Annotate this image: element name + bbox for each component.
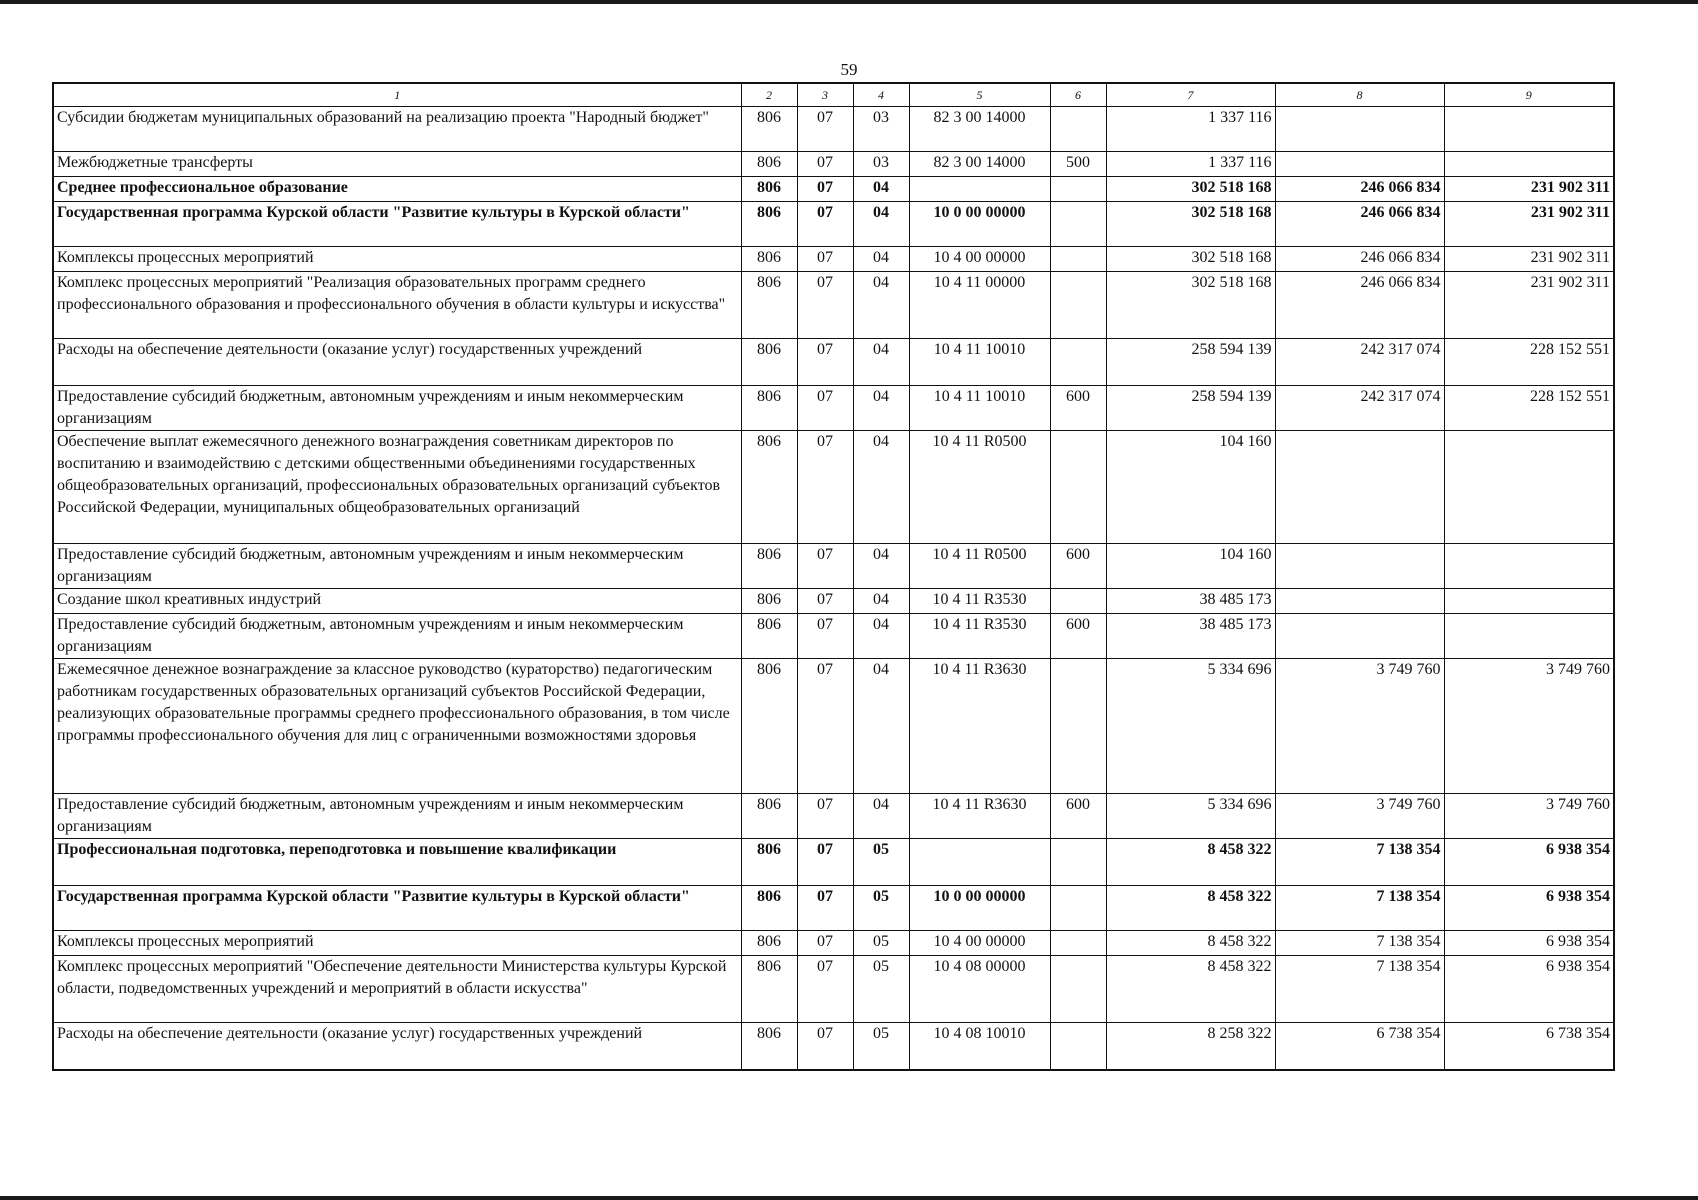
row-amount-2: 7 138 354 [1275, 886, 1444, 931]
row-name: Межбюджетные трансферты [53, 152, 741, 177]
row-grbs: 806 [741, 659, 797, 794]
row-expense-type [1050, 886, 1106, 931]
row-target-article: 82 3 00 14000 [909, 152, 1050, 177]
row-expense-type [1050, 177, 1106, 202]
scan-edge-bottom [0, 1196, 1698, 1200]
column-number: 3 [797, 83, 853, 107]
row-grbs: 806 [741, 614, 797, 659]
row-grbs: 806 [741, 1023, 797, 1071]
row-amount-3 [1444, 544, 1614, 589]
row-amount-2: 3 749 760 [1275, 794, 1444, 839]
row-expense-type: 600 [1050, 794, 1106, 839]
row-grbs: 806 [741, 794, 797, 839]
row-grbs: 806 [741, 386, 797, 431]
row-expense-type [1050, 931, 1106, 956]
row-name: Создание школ креативных индустрий [53, 589, 741, 614]
row-razdel: 07 [797, 659, 853, 794]
row-grbs: 806 [741, 272, 797, 339]
row-amount-1: 8 458 322 [1106, 931, 1275, 956]
row-amount-1: 302 518 168 [1106, 202, 1275, 247]
row-expense-type [1050, 839, 1106, 886]
row-target-article: 10 4 11 10010 [909, 386, 1050, 431]
row-amount-1: 104 160 [1106, 544, 1275, 589]
row-podrazdel: 04 [853, 614, 909, 659]
row-grbs: 806 [741, 956, 797, 1023]
row-podrazdel: 05 [853, 1023, 909, 1071]
row-expense-type: 600 [1050, 386, 1106, 431]
row-grbs: 806 [741, 886, 797, 931]
row-amount-3: 231 902 311 [1444, 202, 1614, 247]
row-expense-type [1050, 956, 1106, 1023]
row-amount-2 [1275, 614, 1444, 659]
row-amount-1: 302 518 168 [1106, 247, 1275, 272]
row-razdel: 07 [797, 107, 853, 152]
row-razdel: 07 [797, 931, 853, 956]
row-grbs: 806 [741, 247, 797, 272]
row-name: Комплексы процессных мероприятий [53, 931, 741, 956]
table-row [53, 544, 1614, 589]
row-amount-2 [1275, 589, 1444, 614]
row-amount-2: 7 138 354 [1275, 931, 1444, 956]
table-row [53, 956, 1614, 1023]
table-row [53, 589, 1614, 614]
row-razdel: 07 [797, 202, 853, 247]
row-amount-1: 104 160 [1106, 431, 1275, 544]
row-podrazdel: 03 [853, 152, 909, 177]
row-amount-1: 5 334 696 [1106, 659, 1275, 794]
row-expense-type: 600 [1050, 544, 1106, 589]
row-razdel: 07 [797, 614, 853, 659]
row-amount-2: 242 317 074 [1275, 339, 1444, 386]
row-amount-1: 8 458 322 [1106, 886, 1275, 931]
table-row [53, 839, 1614, 886]
row-podrazdel: 04 [853, 202, 909, 247]
table-row [53, 931, 1614, 956]
table-row [53, 339, 1614, 386]
row-target-article: 10 4 00 00000 [909, 247, 1050, 272]
row-amount-2: 3 749 760 [1275, 659, 1444, 794]
row-razdel: 07 [797, 589, 853, 614]
row-podrazdel: 04 [853, 544, 909, 589]
row-podrazdel: 04 [853, 177, 909, 202]
row-podrazdel: 04 [853, 659, 909, 794]
row-grbs: 806 [741, 107, 797, 152]
row-razdel: 07 [797, 339, 853, 386]
row-grbs: 806 [741, 544, 797, 589]
row-name: Предоставление субсидий бюджетным, автономным учреждениям и иным некоммерческим организациям [53, 794, 741, 839]
row-name: Субсидии бюджетам муниципальных образований на реализацию проекта "Народный бюджет" [53, 107, 741, 152]
row-amount-2 [1275, 107, 1444, 152]
row-razdel: 07 [797, 886, 853, 931]
row-target-article [909, 839, 1050, 886]
row-amount-2: 7 138 354 [1275, 956, 1444, 1023]
row-amount-3: 228 152 551 [1444, 386, 1614, 431]
row-amount-3: 6 938 354 [1444, 956, 1614, 1023]
row-amount-1: 1 337 116 [1106, 107, 1275, 152]
row-target-article: 10 4 11 10010 [909, 339, 1050, 386]
row-target-article: 10 4 11 R0500 [909, 544, 1050, 589]
row-amount-1: 302 518 168 [1106, 177, 1275, 202]
row-expense-type [1050, 202, 1106, 247]
row-razdel: 07 [797, 956, 853, 1023]
row-expense-type [1050, 431, 1106, 544]
row-target-article: 82 3 00 14000 [909, 107, 1050, 152]
row-amount-3 [1444, 431, 1614, 544]
column-number: 5 [909, 83, 1050, 107]
row-expense-type [1050, 339, 1106, 386]
row-grbs: 806 [741, 339, 797, 386]
row-target-article: 10 4 11 R0500 [909, 431, 1050, 544]
row-razdel: 07 [797, 177, 853, 202]
row-amount-2 [1275, 152, 1444, 177]
row-amount-2: 246 066 834 [1275, 202, 1444, 247]
scan-edge-top [0, 0, 1698, 4]
table-row [53, 886, 1614, 931]
row-podrazdel: 04 [853, 386, 909, 431]
row-name: Комплекс процессных мероприятий "Реализация образовательных программ среднего профессионального образования и профессионального обучения в области культуры и искусства" [53, 272, 741, 339]
row-target-article [909, 177, 1050, 202]
row-name: Расходы на обеспечение деятельности (оказание услуг) государственных учреждений [53, 339, 741, 386]
row-name: Предоставление субсидий бюджетным, автономным учреждениям и иным некоммерческим организациям [53, 614, 741, 659]
column-number: 2 [741, 83, 797, 107]
row-amount-3: 6 938 354 [1444, 839, 1614, 886]
row-amount-3: 6 938 354 [1444, 886, 1614, 931]
row-name: Комплексы процессных мероприятий [53, 247, 741, 272]
row-grbs: 806 [741, 202, 797, 247]
row-podrazdel: 04 [853, 339, 909, 386]
row-razdel: 07 [797, 386, 853, 431]
row-amount-1: 1 337 116 [1106, 152, 1275, 177]
table-row [53, 107, 1614, 152]
row-amount-2: 242 317 074 [1275, 386, 1444, 431]
row-amount-2: 246 066 834 [1275, 272, 1444, 339]
row-grbs: 806 [741, 589, 797, 614]
page-number: 59 [840, 60, 858, 79]
row-amount-1: 302 518 168 [1106, 272, 1275, 339]
row-expense-type [1050, 659, 1106, 794]
row-amount-2: 246 066 834 [1275, 247, 1444, 272]
row-target-article: 10 0 00 00000 [909, 202, 1050, 247]
row-razdel: 07 [797, 544, 853, 589]
row-podrazdel: 04 [853, 272, 909, 339]
row-name: Расходы на обеспечение деятельности (оказание услуг) государственных учреждений [53, 1023, 741, 1071]
row-amount-2: 246 066 834 [1275, 177, 1444, 202]
row-target-article: 10 4 08 10010 [909, 1023, 1050, 1071]
column-number-row [53, 83, 1614, 107]
row-name: Комплекс процессных мероприятий "Обеспечение деятельности Министерства культуры Курской области, подведомственных учреждений и мероприятий в области искусства" [53, 956, 741, 1023]
column-number: 4 [853, 83, 909, 107]
row-name: Среднее профессиональное образование [53, 177, 741, 202]
row-razdel: 07 [797, 272, 853, 339]
row-amount-3: 231 902 311 [1444, 272, 1614, 339]
row-expense-type [1050, 247, 1106, 272]
row-expense-type: 500 [1050, 152, 1106, 177]
row-amount-3: 6 738 354 [1444, 1023, 1614, 1071]
row-podrazdel: 04 [853, 794, 909, 839]
row-amount-3 [1444, 589, 1614, 614]
row-amount-3: 231 902 311 [1444, 177, 1614, 202]
row-grbs: 806 [741, 931, 797, 956]
row-target-article: 10 4 11 R3630 [909, 659, 1050, 794]
row-target-article: 10 4 11 00000 [909, 272, 1050, 339]
column-number: 7 [1106, 83, 1275, 107]
row-podrazdel: 04 [853, 589, 909, 614]
row-amount-3: 6 938 354 [1444, 931, 1614, 956]
row-expense-type [1050, 272, 1106, 339]
row-name: Государственная программа Курской области "Развитие культуры в Курской области" [53, 202, 741, 247]
row-podrazdel: 05 [853, 839, 909, 886]
table-row [53, 247, 1614, 272]
row-amount-1: 258 594 139 [1106, 339, 1275, 386]
row-amount-2 [1275, 544, 1444, 589]
row-name: Государственная программа Курской области "Развитие культуры в Курской области" [53, 886, 741, 931]
row-target-article: 10 4 11 R3530 [909, 589, 1050, 614]
row-expense-type [1050, 107, 1106, 152]
row-razdel: 07 [797, 152, 853, 177]
table-row [53, 614, 1614, 659]
row-amount-3: 228 152 551 [1444, 339, 1614, 386]
row-amount-1: 8 458 322 [1106, 956, 1275, 1023]
row-amount-3: 3 749 760 [1444, 659, 1614, 794]
table-row [53, 202, 1614, 247]
row-target-article: 10 0 00 00000 [909, 886, 1050, 931]
row-name: Предоставление субсидий бюджетным, автономным учреждениям и иным некоммерческим организациям [53, 386, 741, 431]
row-grbs: 806 [741, 177, 797, 202]
row-amount-3 [1444, 107, 1614, 152]
row-grbs: 806 [741, 152, 797, 177]
row-amount-1: 5 334 696 [1106, 794, 1275, 839]
row-podrazdel: 03 [853, 107, 909, 152]
row-name: Ежемесячное денежное вознаграждение за классное руководство (кураторство) педагогическим работникам государственных образовательных организаций субъектов Российской Федерации, реализующих образовательные программы среднего профессионального образования, в том числе программы профессионального обучения для лиц с ограниченными возможностями здоровья [53, 659, 741, 794]
row-razdel: 07 [797, 247, 853, 272]
row-amount-3: 3 749 760 [1444, 794, 1614, 839]
row-amount-2: 7 138 354 [1275, 839, 1444, 886]
row-podrazdel: 04 [853, 247, 909, 272]
row-amount-3 [1444, 152, 1614, 177]
row-expense-type [1050, 589, 1106, 614]
column-number: 9 [1444, 83, 1614, 107]
row-target-article: 10 4 11 R3530 [909, 614, 1050, 659]
row-amount-1: 8 458 322 [1106, 839, 1275, 886]
row-name: Профессиональная подготовка, переподготовка и повышение квалификации [53, 839, 741, 886]
budget-table [52, 82, 1615, 1071]
table-row [53, 431, 1614, 544]
table-row [53, 177, 1614, 202]
column-number: 1 [53, 83, 741, 107]
row-grbs: 806 [741, 431, 797, 544]
row-amount-1: 38 485 173 [1106, 614, 1275, 659]
row-target-article: 10 4 11 R3630 [909, 794, 1050, 839]
row-amount-2: 6 738 354 [1275, 1023, 1444, 1071]
row-razdel: 07 [797, 431, 853, 544]
row-amount-1: 38 485 173 [1106, 589, 1275, 614]
row-amount-3: 231 902 311 [1444, 247, 1614, 272]
row-podrazdel: 05 [853, 956, 909, 1023]
row-grbs: 806 [741, 839, 797, 886]
row-target-article: 10 4 00 00000 [909, 931, 1050, 956]
table-row [53, 152, 1614, 177]
row-podrazdel: 04 [853, 431, 909, 544]
table-row [53, 386, 1614, 431]
row-amount-1: 8 258 322 [1106, 1023, 1275, 1071]
table-row [53, 1023, 1614, 1071]
row-name: Предоставление субсидий бюджетным, автономным учреждениям и иным некоммерческим организациям [53, 544, 741, 589]
row-razdel: 07 [797, 794, 853, 839]
row-amount-1: 258 594 139 [1106, 386, 1275, 431]
row-expense-type: 600 [1050, 614, 1106, 659]
column-number: 6 [1050, 83, 1106, 107]
row-amount-2 [1275, 431, 1444, 544]
row-razdel: 07 [797, 839, 853, 886]
row-expense-type [1050, 1023, 1106, 1071]
table-row [53, 272, 1614, 339]
table-body [53, 83, 1614, 1070]
row-podrazdel: 05 [853, 886, 909, 931]
row-podrazdel: 05 [853, 931, 909, 956]
row-amount-3 [1444, 614, 1614, 659]
table-row [53, 794, 1614, 839]
row-target-article: 10 4 08 00000 [909, 956, 1050, 1023]
column-number: 8 [1275, 83, 1444, 107]
row-name: Обеспечение выплат ежемесячного денежного вознаграждения советникам директоров по воспитанию и взаимодействию с детскими общественными объединениями государственных общеобразовательных организаций, профессиональных образовательных организаций субъектов Российской Федерации, муниципальных общеобразовательных организаций [53, 431, 741, 544]
table-row [53, 659, 1614, 794]
row-razdel: 07 [797, 1023, 853, 1071]
